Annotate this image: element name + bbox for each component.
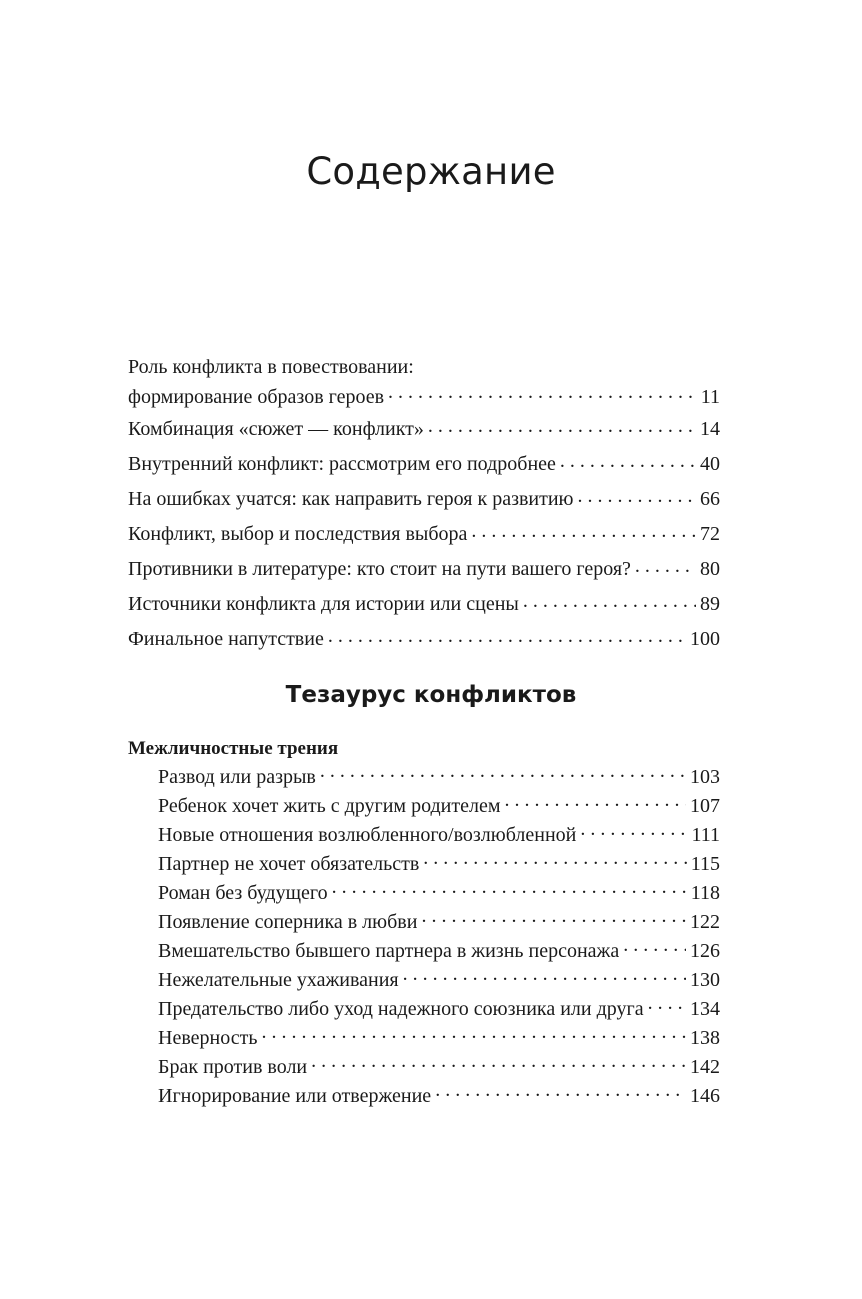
thesaurus-contents (128, 735, 720, 1111)
toc-entry-label: Источники конфликта для истории или сцены (128, 593, 519, 615)
leader-dots (332, 879, 687, 899)
toc-entry-label: Финальное напутствие (128, 628, 324, 650)
toc-entry[interactable] (158, 995, 720, 1024)
toc-page-number: 89 (700, 593, 720, 615)
toc-entry[interactable] (128, 587, 720, 622)
leader-dots (560, 450, 696, 470)
table-of-contents (128, 352, 720, 657)
toc-entry-label: Предательство либо уход надежного союзника или друга (158, 998, 644, 1020)
toc-entry[interactable] (128, 412, 720, 447)
toc-page-number: 134 (690, 998, 720, 1020)
toc-entry[interactable] (158, 821, 720, 850)
toc-entry[interactable] (128, 622, 720, 657)
toc-page-number: 14 (700, 418, 720, 440)
toc-entry[interactable] (128, 447, 720, 482)
toc-entry[interactable] (128, 517, 720, 552)
leader-dots (435, 1082, 686, 1102)
leader-dots (261, 1024, 686, 1044)
toc-entry[interactable] (128, 482, 720, 517)
toc-entry[interactable] (158, 908, 720, 937)
leader-dots (388, 383, 697, 403)
leader-dots (471, 520, 696, 540)
toc-entry-line: Роль конфликта в повествовании: (128, 356, 414, 378)
toc-entry-label: Противники в литературе: кто стоит на пути вашего героя? (128, 558, 631, 580)
leader-dots (423, 850, 686, 870)
toc-entry-label: На ошибках учатся: как направить героя к развитию (128, 488, 574, 510)
leader-dots (578, 485, 697, 505)
toc-page-number: 122 (690, 911, 720, 933)
toc-entry-label: Внутренний конфликт: рассмотрим его подробнее (128, 453, 556, 475)
toc-page-number: 66 (700, 488, 720, 510)
toc-entry-label: Партнер не хочет обязательств (158, 853, 420, 875)
category-heading: Межличностные трения (128, 738, 339, 759)
leader-dots (328, 625, 686, 645)
toc-page-number: 142 (690, 1056, 720, 1078)
toc-page-number: 126 (690, 940, 720, 962)
toc-page-number: 11 (700, 386, 720, 408)
toc-entry-label: Неверность (158, 1027, 258, 1049)
leader-dots (648, 995, 686, 1015)
toc-entry-label: формирование образов героев (128, 386, 385, 408)
leader-dots (311, 1053, 686, 1073)
toc-page-number: 138 (690, 1027, 720, 1049)
toc-entry-label: Развод или разрыв (158, 766, 316, 788)
toc-entry[interactable] (158, 1053, 720, 1082)
leader-dots (421, 908, 686, 928)
toc-entry-label: Роман без будущего (158, 882, 328, 904)
toc-page-number: 103 (690, 766, 720, 788)
toc-entry-label: Брак против воли (158, 1056, 308, 1078)
toc-page-number: 146 (690, 1085, 720, 1107)
leader-dots (403, 966, 686, 986)
toc-entry[interactable] (158, 850, 720, 879)
toc-entry[interactable] (158, 1024, 720, 1053)
toc-entry[interactable] (158, 1082, 720, 1111)
toc-entry[interactable] (128, 552, 720, 587)
leader-dots (505, 792, 686, 812)
toc-entry-label: Новые отношения возлюбленного/возлюбленной (158, 824, 577, 846)
toc-page-number: 107 (690, 795, 720, 817)
toc-entry[interactable] (158, 792, 720, 821)
toc-page-number: 80 (700, 558, 720, 580)
section-title: Тезаурус конфликтов (285, 682, 577, 708)
toc-entry-label: Появление соперника в любви (158, 911, 418, 933)
toc-entry-label: Конфликт, выбор и последствия выбора (128, 523, 468, 545)
toc-entry[interactable] (158, 763, 720, 792)
leader-dots (523, 590, 696, 610)
toc-entry-label: Ребенок хочет жить с другим родителем (158, 795, 501, 817)
toc-page-number: 100 (690, 628, 720, 650)
leader-dots (428, 415, 696, 435)
leader-dots (635, 555, 696, 575)
toc-entry[interactable] (128, 382, 720, 412)
toc-entry-label: Игнорирование или отвержение (158, 1085, 432, 1107)
toc-entry-label: Вмешательство бывшего партнера в жизнь персонажа (158, 940, 620, 962)
toc-page-number: 40 (700, 453, 720, 475)
leader-dots (320, 763, 686, 783)
toc-page-number: 130 (690, 969, 720, 991)
toc-page-number: 115 (690, 853, 720, 875)
toc-entry[interactable] (158, 966, 720, 995)
toc-entry[interactable] (158, 937, 720, 966)
leader-dots (580, 821, 687, 841)
toc-page-number: 111 (691, 824, 720, 846)
toc-entry-label: Нежелательные ухаживания (158, 969, 399, 991)
toc-entry-label: Комбинация «сюжет — конфликт» (128, 418, 424, 440)
leader-dots (623, 937, 686, 957)
toc-page-number: 118 (690, 882, 720, 904)
toc-page-number: 72 (700, 523, 720, 545)
toc-entry[interactable] (158, 879, 720, 908)
page-title: Содержание (306, 150, 556, 193)
